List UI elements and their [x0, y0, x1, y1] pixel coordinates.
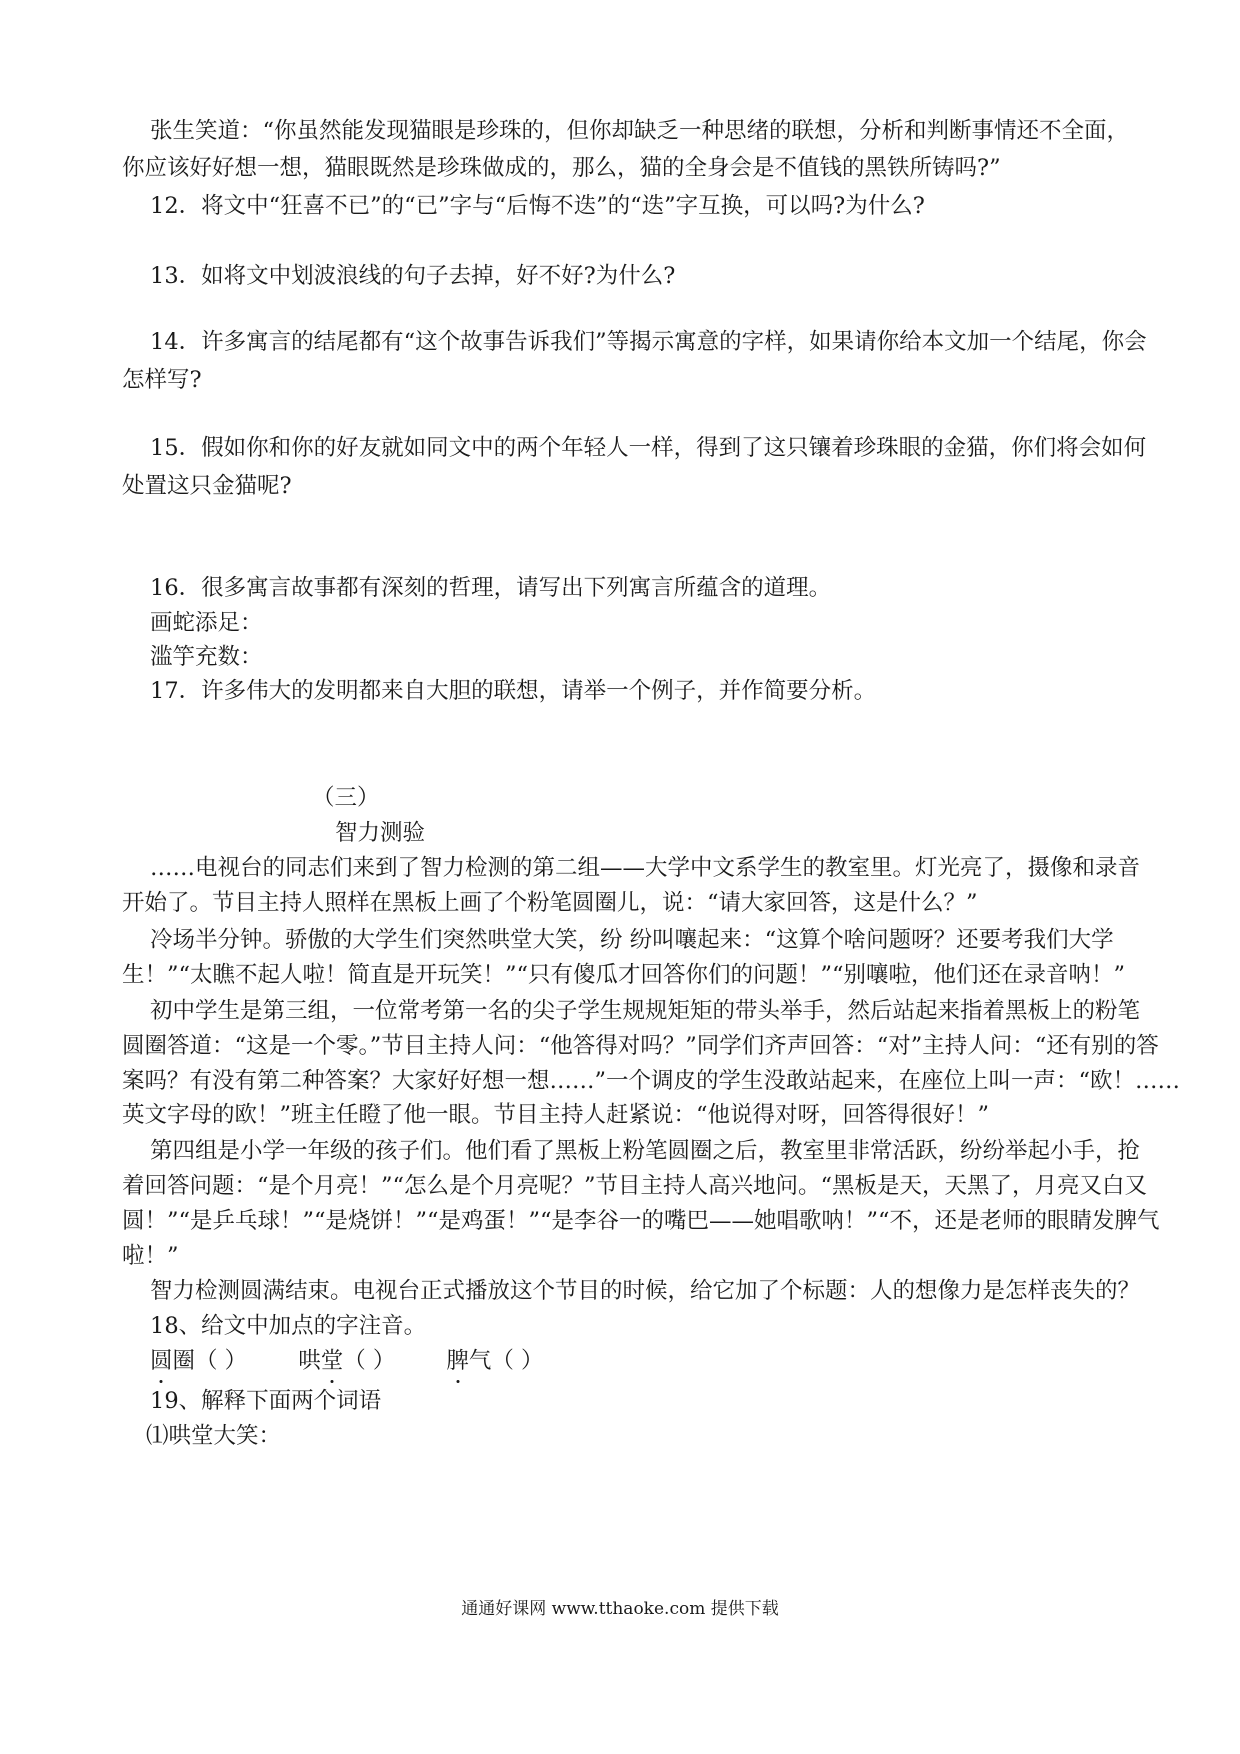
passage-line: 生！”“太瞧不起人啦！简直是开玩笑！”“只有傻瓜才回答你们的问题！”“别嚷啦，他们还在录音呐！” [122, 962, 1126, 988]
question-14-cont: 怎样写? [122, 367, 202, 393]
question-18: 18、给文中加点的字注音。 [150, 1313, 427, 1339]
text-line: 张生笑道：“你虽然能发现猫眼是珍珠的，但你却缺乏一种思绪的联想，分析和判断事情还不全面， [150, 118, 1130, 144]
passage-line: 第四组是小学一年级的孩子们。他们看了黑板上粉笔圆圈之后，教室里非常活跃，纷纷举起小手，抢 [150, 1138, 1141, 1164]
passage-line: 英文字母的欧！”班主任瞪了他一眼。节目主持人赶紧说：“他说得对呀，回答得很好！” [122, 1102, 990, 1128]
question-17: 17．许多伟大的发明都来自大胆的联想，请举一个例子，并作简要分析。 [150, 678, 877, 704]
question-19-item: ⑴哄堂大笑： [146, 1423, 282, 1449]
passage-line: 圆！”“是乒乓球！”“是烧饼！”“是鸡蛋！”“是李谷一的嘴巴——她唱歌呐！”“不，还是老师的眼睛发脾气 [122, 1208, 1160, 1234]
passage-title: 智力测验 [335, 820, 426, 846]
question-16: 16．很多寓言故事都有深刻的哲理，请写出下列寓言所蕴含的道理。 [150, 575, 832, 601]
question-13: 13．如将文中划波浪线的句子去掉，好不好?为什么? [150, 263, 676, 289]
passage-line: ……电视台的同志们来到了智力检测的第二组——大学中文系学生的教室里。灯光亮了，摄像和录音 [150, 855, 1141, 881]
page-footer: 通通好课网 www.tthaoke.com 提供下载 [461, 1599, 779, 1619]
dotted-char: 堂 [321, 1343, 344, 1379]
passage-line: 智力检测圆满结束。电视台正式播放这个节目的时候，给它加了个标题：人的想像力是怎样丧失的？ [150, 1278, 1141, 1304]
passage-line: 开始了。节目主持人照样在黑板上画了个粉笔圆圈儿，说：“请大家回答，这是什么？” [122, 890, 978, 916]
question-18-items: 圆 圈（ ） 哄堂 （ ） 脾 气（ ） [150, 1343, 1130, 1379]
question-16-item: 滥竽充数： [150, 644, 263, 670]
question-19: 19、解释下面两个词语 [150, 1388, 382, 1414]
dotted-char: 脾 [446, 1343, 469, 1379]
question-15: 15．假如你和你的好友就如同文中的两个年轻人一样，得到了这只镶着珍珠眼的金猫，你们将会如何 [150, 435, 1147, 461]
passage-line: 圆圈答道：“这是一个零。”节目主持人问：“他答得对吗？”同学们齐声回答：“对”主持人问：“还有别的答 [122, 1033, 1159, 1059]
question-16-item: 画蛇添足： [150, 610, 263, 636]
section-number: （三） [312, 785, 380, 811]
text-line: 你应该好好想一想，猫眼既然是珍珠做成的，那么，猫的全身会是不值钱的黑铁所铸吗?” [122, 155, 1001, 181]
passage-line: 冷场半分钟。骄傲的大学生们突然哄堂大笑，纷 纷叫嚷起来：“这算个啥问题呀？还要考我们大学 [150, 927, 1114, 953]
question-14: 14．许多寓言的结尾都有“这个故事告诉我们”等揭示寓意的字样，如果请你给本文加一个结尾，你会 [150, 329, 1147, 355]
passage-line: 初中学生是第三组，一位常考第一名的尖子学生规规矩矩的带头举手，然后站起来指着黑板上的粉笔 [150, 998, 1141, 1024]
dotted-char: 圆 [150, 1343, 173, 1379]
question-12: 12．将文中“狂喜不已”的“已”字与“后悔不迭”的“迭”字互换，可以吗?为什么? [150, 193, 925, 219]
answer-blank: （ ） [195, 1348, 248, 1374]
question-15-cont: 处置这只金猫呢? [122, 473, 292, 499]
passage-line: 案吗？有没有第二种答案？大家好好想一想……”一个调皮的学生没敢站起来，在座位上叫一声：“欧！…… [122, 1068, 1181, 1094]
passage-line: 着回答问题：“是个月亮！”“怎么是个月亮呢？”节目主持人高兴地问。“黑板是天，天黑了，月亮又白又 [122, 1173, 1148, 1199]
answer-blank: （ ） [491, 1348, 544, 1374]
answer-blank: （ ） [343, 1348, 396, 1374]
passage-line: 啦！” [122, 1243, 179, 1269]
